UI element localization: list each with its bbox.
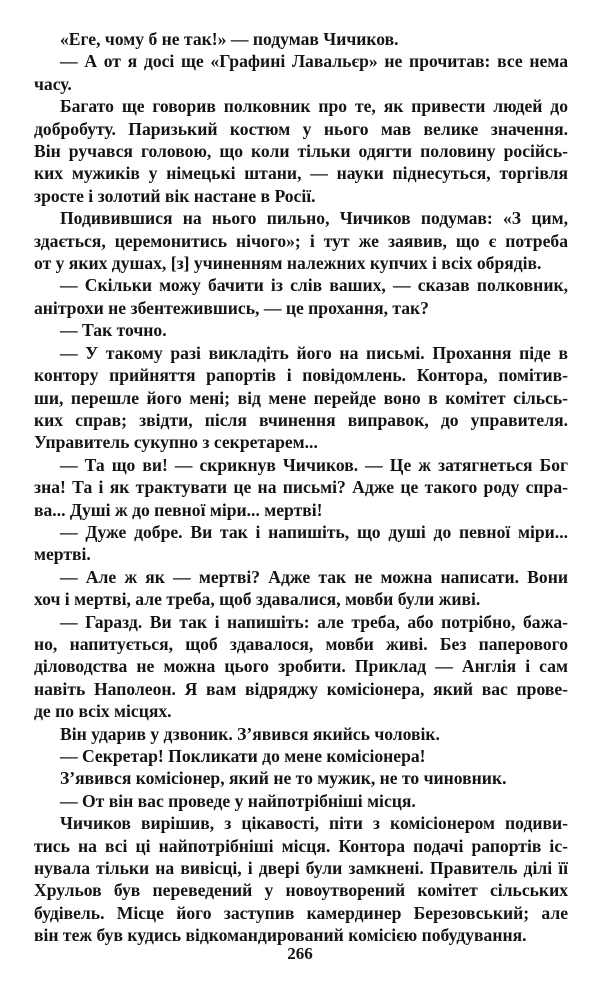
text-line: ких справ; звідти, після вчинення виправок, до управителя.	[34, 409, 568, 430]
text-line: добробуту. Паризький костюм у нього мав велике значення.	[34, 118, 568, 139]
text-line: зна! Та і як трактувати це на письмі? Адже це такого роду спра-	[34, 477, 568, 498]
text-line: Багато ще говорив полковник про те, як привести людей до	[60, 96, 568, 117]
text-line: навіть Наполеон. Я вам відряджу комісіонера, який вас прове-	[34, 678, 568, 699]
text-line: анітрохи не збентежившись, — це прохання, так?	[34, 297, 429, 318]
text-line: — От він вас проведе у найпотрібніші місця.	[60, 790, 416, 811]
page-text	[34, 28, 568, 947]
paragraph	[34, 611, 568, 723]
text-line: хоч і мертві, але треба, щоб здавалися, мовби були живі.	[34, 589, 481, 610]
text-line: контору прийняття рапортів і повідомлень. Контора, помітив-	[34, 365, 568, 386]
paragraph	[34, 95, 568, 207]
text-line: мертві.	[34, 544, 91, 565]
text-line: — Скільки можу бачити із слів ваших, — сказав полковник,	[60, 275, 568, 296]
text-line: но, напитується, щоб здавалося, мовби живі. Без паперового	[34, 633, 568, 654]
text-line: ши, перешле його мені; від мене перейде воно в комітет сільсь-	[34, 387, 568, 408]
text-line: Він ударив у дзвоник. З’явився якийсь чоловік.	[60, 723, 440, 744]
paragraph	[34, 790, 568, 812]
paragraph	[34, 342, 568, 454]
text-line: Він ручався головою, що коли тільки одягти половину російсь-	[34, 141, 568, 162]
page-number: 266	[287, 944, 313, 963]
text-line: де по всіх місцях.	[34, 701, 172, 722]
text-line: — Та що ви! — скрикнув Чичиков. — Це ж затягнеться Бог	[60, 454, 568, 475]
paragraph	[34, 50, 568, 95]
text-line: тись на всі ці найпотрібніші місця. Контора подачі рапортів іс-	[34, 835, 568, 856]
text-line: зросте і золотий вік настане в Росії.	[34, 185, 316, 206]
paragraph	[34, 812, 568, 946]
text-line: — Так точно.	[60, 320, 167, 341]
text-line: Подивившися на нього пильно, Чичиков подумав: «З цим,	[60, 208, 568, 229]
text-line: Хрульов був переведений у новоутворений комітет сільських	[34, 880, 568, 901]
text-line: — Дуже добре. Ви так і напишіть, що душі до певної міри...	[60, 521, 568, 542]
text-line: будівель. Місце його заступив камердинер Березовський; але	[34, 902, 568, 923]
text-line: — У такому разі викладіть його на письмі. Прохання піде в	[60, 342, 568, 363]
paragraph	[34, 207, 568, 274]
text-line: — Але ж як — мертві? Адже так не можна написати. Вони	[60, 566, 568, 587]
text-line: — Секретар! Покликати до мене комісіонера!	[60, 746, 426, 766]
text-line: от у яких душах, [з] учиненням належних купчих і всіх обрядів.	[34, 253, 542, 274]
paragraph	[34, 745, 568, 767]
text-line: він теж був кудись відкомандирований комісією побудування.	[34, 925, 527, 946]
text-line: — А от я досі ще «Графині Лавальєр» не прочитав: все нема	[60, 51, 568, 72]
paragraph	[34, 454, 568, 521]
text-line: ва... Душі ж до певної міри... мертві!	[34, 499, 323, 520]
paragraph	[34, 723, 568, 745]
text-line: ких мужиків у німецькі штани, — науки піднесуться, торгівля	[34, 163, 568, 184]
text-line: здається, церемонитись нічого»; і тут же заявив, що є потреба	[34, 230, 568, 251]
text-line: З’явився комісіонер, який не то мужик, не то чиновник.	[60, 768, 507, 789]
paragraph	[34, 566, 568, 611]
paragraph	[34, 274, 568, 319]
paragraph	[34, 521, 568, 566]
text-line: — Гаразд. Ви так і напишіть: але треба, або потрібно, бажа-	[60, 611, 568, 632]
text-line: Управитель сукупно з секретарем...	[34, 432, 318, 453]
text-line: діловодства не можна цього зробити. Приклад — Англія і сам	[34, 656, 568, 677]
paragraph	[34, 767, 568, 789]
text-line: часу.	[34, 73, 72, 94]
paragraph	[34, 28, 568, 50]
text-line: «Еге, чому б не так!» — подумав Чичиков.	[60, 29, 399, 49]
text-line: нувала тільки на вивісці, і двері були замкнені. Правитель ділі її	[34, 858, 568, 879]
paragraph	[34, 319, 568, 341]
text-line: Чичиков вирішив, з цікавості, піти з комісіонером подиви-	[60, 813, 568, 834]
